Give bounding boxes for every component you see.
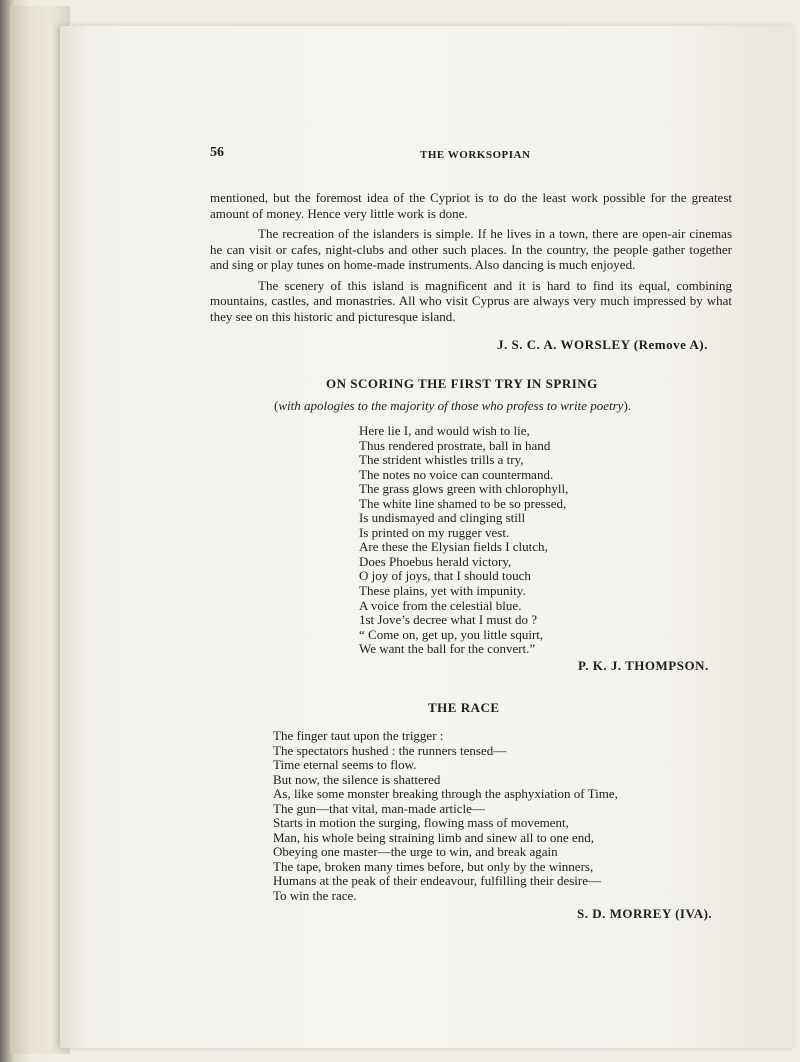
verse-line: The notes no voice can countermand. [359,466,554,482]
article-body [210,190,732,329]
verse-line: The grass glows green with chlorophyll, [359,481,569,497]
verse-line: The finger taut upon the trigger : [273,728,444,743]
poem-author: S. D. MORREY (IVA). [577,906,713,921]
verse-line: The white line shamed to be so pressed, [359,495,567,511]
verse-line: Thus rendered prostrate, ball in hand [359,437,551,453]
poem-subtitle: (with apologies to the majority of those who profess to write poetry). [274,398,632,413]
verse-line: To win the race. [273,888,357,904]
verse-line: Does Phoebus herald victory, [359,553,512,569]
verse-line: The strident whistles trills a try, [359,452,524,468]
paragraph: The scenery of this island is magnificent and it is hard to find its equal, combining mountains, castles, and monastries. All who visit Cyprus are always very much impressed by what they see on this historic and picturesque island. [210,277,732,324]
verse-line: Are these the Elysian fields I clutch, [359,539,548,555]
verse-line: 1st Jove’s decree what I must do ? [359,612,537,628]
verse-line: Obeying one master—the urge to win, and break again [273,844,558,860]
verse-line: Time eternal seems to flow. [273,757,417,773]
poem-title: ON SCORING THE FIRST TRY IN SPRING [326,376,598,391]
verse-line: The tape, broken many times before, but only by the winners, [273,858,594,874]
verse-line: As, like some monster breaking through the asphyxiation of Time, [273,786,618,802]
verse-line: Humans at the peak of their endeavour, fulfilling their desire— [273,873,601,889]
verse-line: Here lie I, and would wish to lie, [359,423,530,438]
verse-line: The gun—that vital, man-made article— [273,800,485,816]
paragraph: The recreation of the islanders is simple. If he lives in a town, there are open-air cinemas he can visit or cafes, night-clubs and other such places. In the country, the people gather together and sing or play tunes on home-made instruments. Also dancing is much enjoyed. [210,226,732,272]
poem-verse [359,424,568,657]
verse-line: But now, the silence is shattered [273,771,441,787]
verse-line: We want the ball for the convert.” [359,641,536,657]
verse-line: Is undismayed and clinging still [359,510,526,526]
page-number: 56 [210,145,224,160]
verse-line: O joy of joys, that I should touch [359,568,531,584]
verse-line: Starts in motion the surging, flowing mass of movement, [273,815,569,831]
verse-line: Is printed on my rugger vest. [359,524,510,540]
verse-line: A voice from the celestial blue. [359,597,522,613]
article-author: J. S. C. A. WORSLEY (Remove A). [497,337,708,352]
paragraph: mentioned, but the foremost idea of the Cypriot is to do the least work possible for the greatest amount of money. Hence very little work is done. [210,190,732,221]
verse-line: Man, his whole being straining limb and sinew all to one end, [273,829,594,845]
verse-line: The spectators hushed : the runners tensed— [273,742,507,758]
running-head: THE WORKSOPIAN [420,149,531,161]
poem-title: THE RACE [428,700,500,715]
poem-verse [273,729,618,904]
page-header [210,145,730,161]
poem-author: P. K. J. THOMPSON. [578,658,709,673]
verse-line: “ Come on, get up, you little squirt, [359,626,544,642]
verse-line: These plains, yet with impunity. [359,583,526,599]
